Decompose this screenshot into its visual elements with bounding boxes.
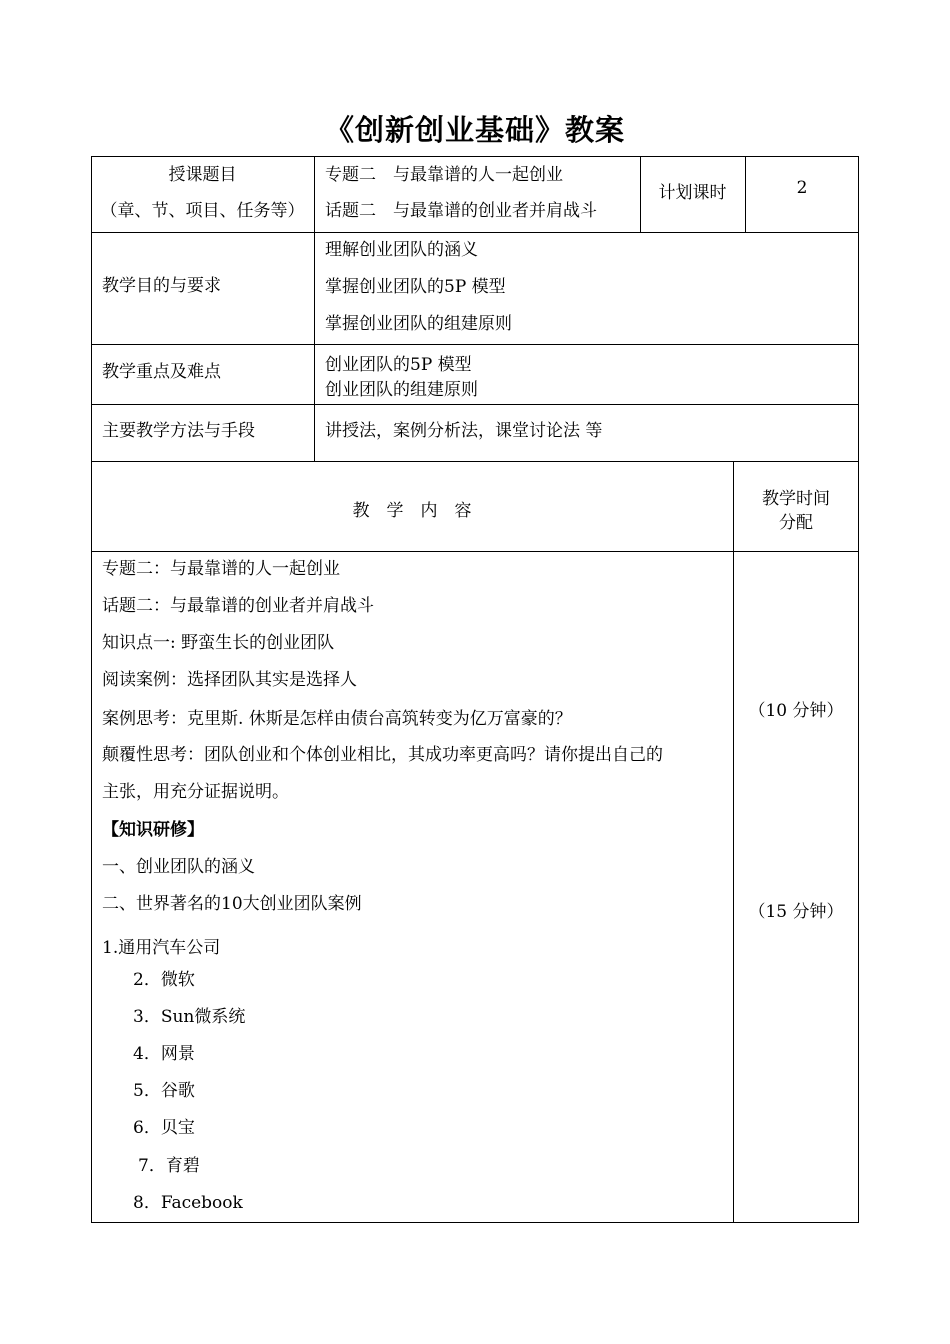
row-divider [91,232,859,233]
methods-label: 主要教学方法与手段 [102,421,255,441]
objective-item: 掌握创业团队的组建原则 [325,314,512,334]
hours-label: 计划课时 [658,183,727,203]
list-item: 7．育碧 [138,1156,200,1176]
list-item: 2．微软 [133,970,195,990]
row-divider [91,344,859,345]
time-header: 教学时间 [762,489,830,509]
list-item: 8．Facebook [133,1193,243,1213]
list-item: 3．Sun微系统 [133,1007,246,1027]
content-line: 专题二：与最靠谱的人一起创业 [102,559,340,579]
list-item: 6．贝宝 [133,1118,195,1138]
key-point-item: 创业团队的组建原则 [325,380,478,400]
content-line: 话题二：与最靠谱的创业者并肩战斗 [102,596,374,616]
topic-label-sub: （章、节、项目、任务等） [100,201,305,221]
column-divider [314,156,315,461]
content-header: 教 学 内 容 [352,501,472,521]
key-points-label: 教学重点及难点 [102,362,221,382]
section-heading: 【知识研修】 [102,820,204,840]
topic-title: 专题二 与最靠谱的人一起创业 [325,165,563,185]
time-allocation: （10 分钟） [748,701,844,721]
list-item: 1.通用汽车公司 [102,938,221,958]
content-line: 案例思考：克里斯. 休斯是怎样由债台高筑转变为亿万富豪的？ [102,709,572,729]
content-line: 阅读案例：选择团队其实是选择人 [102,670,357,690]
content-line: 主张，用充分证据说明。 [102,782,289,802]
time-header-sub: 分配 [779,513,813,533]
objective-item: 掌握创业团队的5P 模型 [325,277,506,297]
list-item: 5．谷歌 [133,1081,195,1101]
section-item: 一、创业团队的涵义 [102,857,255,877]
row-divider [91,461,859,462]
row-divider [91,551,859,552]
topic-subtitle: 话题二 与最靠谱的创业者并肩战斗 [325,201,597,221]
content-line: 知识点一: 野蛮生长的创业团队 [102,633,335,653]
objectives-label: 教学目的与要求 [102,276,221,296]
hours-value: 2 [796,178,808,198]
column-divider [733,461,734,1223]
time-allocation: （15 分钟） [748,902,844,922]
content-line: 颠覆性思考：团队创业和个体创业相比，其成功率更高吗？请你提出自己的 [102,745,663,765]
methods-value: 讲授法，案例分析法，课堂讨论法 等 [325,421,603,441]
list-item: 4．网景 [133,1044,195,1064]
topic-label: 授课题目 [168,165,237,185]
row-divider [91,404,859,405]
section-item: 二、世界著名的10大创业团队案例 [102,894,362,914]
document-title: 《创新创业基础》教案 [324,113,625,147]
key-point-item: 创业团队的5P 模型 [325,355,472,375]
objective-item: 理解创业团队的涵义 [325,240,478,260]
